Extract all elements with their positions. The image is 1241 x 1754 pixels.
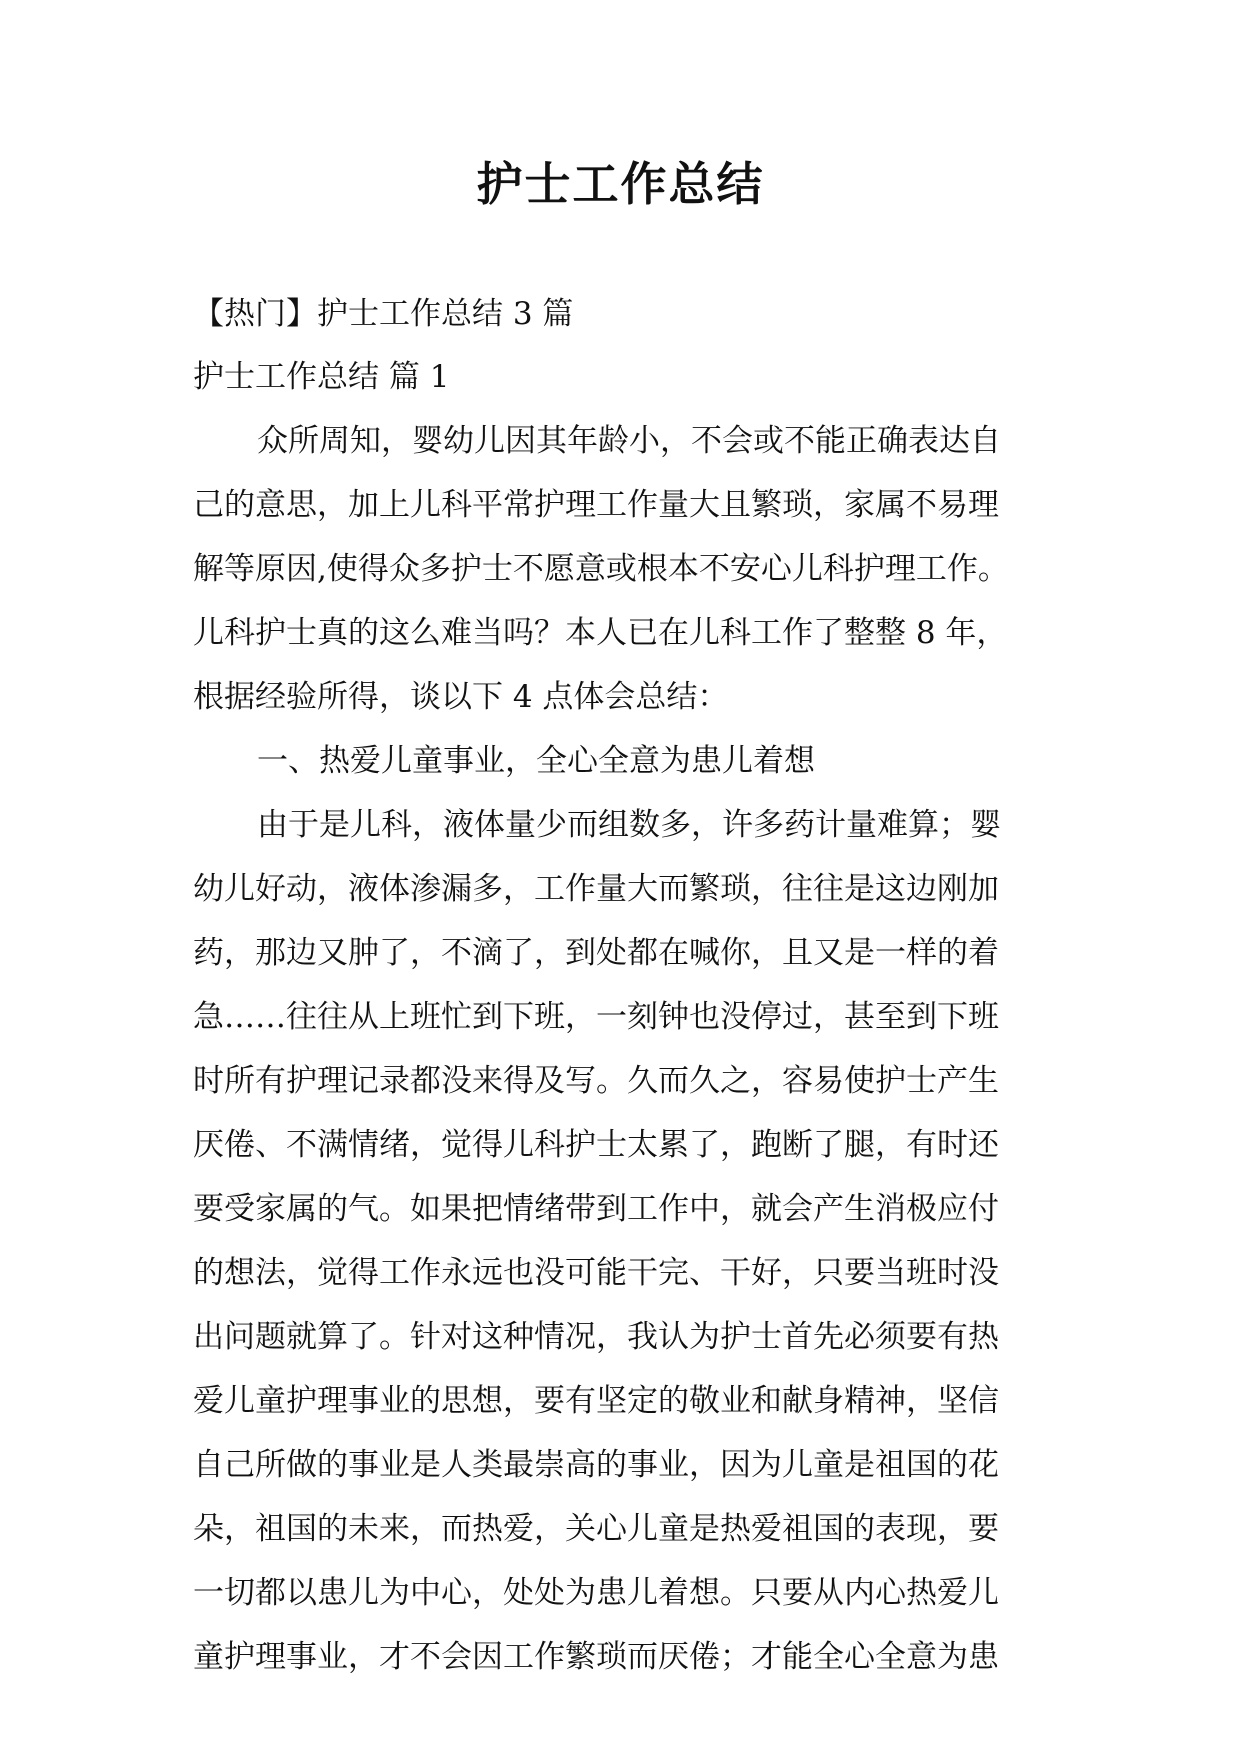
paragraph-line: 急……往往从上班忙到下班，一刻钟也没停过，甚至到下班 <box>193 999 999 1035</box>
section-heading: 护士工作总结 篇 1 <box>193 359 450 395</box>
paragraph-line: 解等原因,使得众多护士不愿意或根本不安心儿科护理工作。 <box>193 551 1009 587</box>
paragraph-line: 朵，祖国的未来，而热爱，关心儿童是热爱祖国的表现，要 <box>193 1511 999 1547</box>
page-title: 护士工作总结 <box>476 157 765 211</box>
paragraph-line: 时所有护理记录都没来得及写。久而久之，容易使护士产生 <box>193 1063 999 1099</box>
paragraph-line: 出问题就算了。针对这种情况，我认为护士首先必须要有热 <box>193 1319 999 1355</box>
paragraph-line: 一切都以患儿为中心，处处为患儿着想。只要从内心热爱儿 <box>193 1575 999 1611</box>
paragraph-line: 众所周知，婴幼儿因其年龄小，不会或不能正确表达自 <box>257 423 1001 459</box>
subsection-heading: 一、热爱儿童事业，全心全意为患儿着想 <box>257 743 815 779</box>
paragraph-line: 由于是儿科，液体量少而组数多，许多药计量难算；婴 <box>257 807 1001 843</box>
paragraph-line: 的想法，觉得工作永远也没可能干完、干好，只要当班时没 <box>193 1255 999 1291</box>
document-heading: 【热门】护士工作总结 3 篇 <box>193 296 574 332</box>
paragraph-line: 童护理事业，才不会因工作繁琐而厌倦；才能全心全意为患 <box>193 1639 999 1675</box>
paragraph-line: 儿科护士真的这么难当吗？本人已在儿科工作了整整 8 年， <box>193 615 1008 651</box>
paragraph-line: 幼儿好动，液体渗漏多，工作量大而繁琐，往往是这边刚加 <box>193 871 999 907</box>
paragraph-line: 爱儿童护理事业的思想，要有坚定的敬业和献身精神，坚信 <box>193 1383 999 1419</box>
paragraph-line: 自己所做的事业是人类最崇高的事业，因为儿童是祖国的花 <box>193 1447 999 1483</box>
paragraph-line: 药，那边又肿了，不滴了，到处都在喊你，且又是一样的着 <box>193 935 999 971</box>
paragraph-line: 厌倦、不满情绪，觉得儿科护士太累了，跑断了腿，有时还 <box>193 1127 999 1163</box>
paragraph-line: 己的意思，加上儿科平常护理工作量大且繁琐，家属不易理 <box>193 487 999 523</box>
paragraph-line: 要受家属的气。如果把情绪带到工作中，就会产生消极应付 <box>193 1191 999 1227</box>
paragraph-line: 根据经验所得，谈以下 4 点体会总结： <box>193 679 729 715</box>
